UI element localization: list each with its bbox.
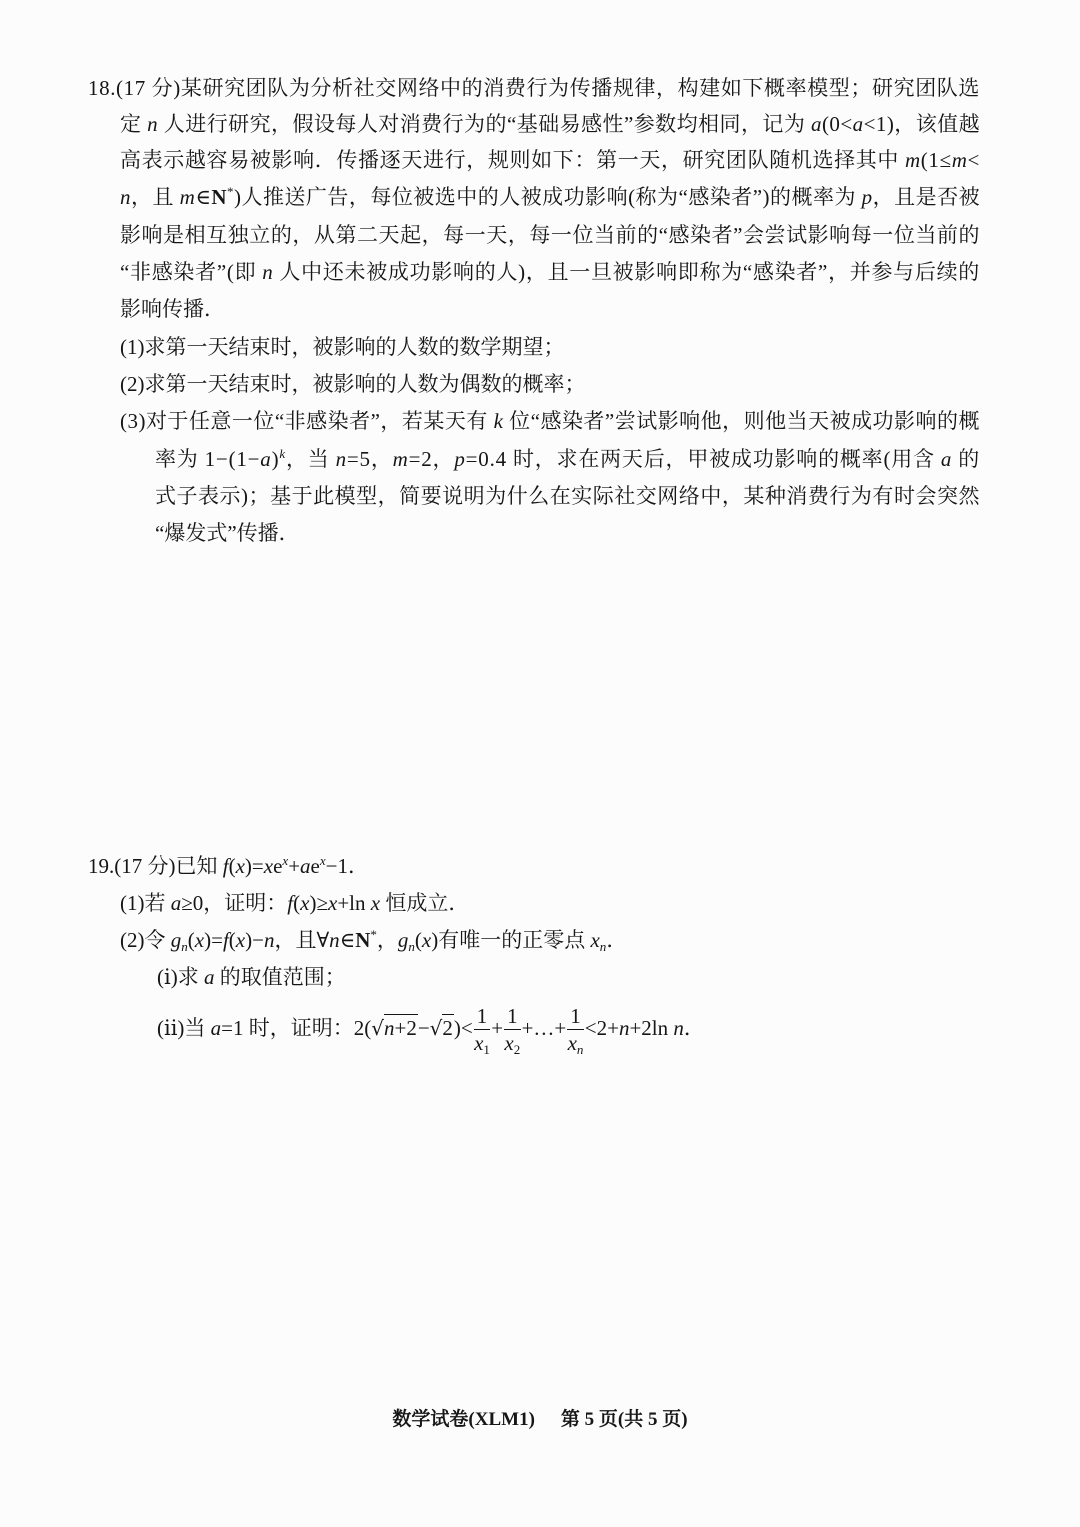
fraction <box>504 1004 521 1058</box>
text-run: 1 <box>507 1004 518 1029</box>
footer-page-number: 第 5 页(共 5 页) <box>560 1409 688 1430</box>
fraction-denominator <box>504 1030 521 1058</box>
text-run: 影响是相互独立的，从第二天起，每一天，每一位当前的“感染者”会尝试影响每一位当前的 <box>120 223 980 247</box>
math-variable: n <box>383 1016 395 1040</box>
radical <box>371 1014 418 1040</box>
math-variable: x <box>504 1031 514 1056</box>
math-variable: m <box>904 148 921 172</box>
fraction-numerator <box>567 1006 584 1030</box>
text-run: +ln <box>337 891 371 915</box>
math-variable: g <box>170 928 182 952</box>
text-run: ，且∀ <box>274 928 330 952</box>
text-run: ≥0，证明： <box>181 891 288 915</box>
text-run: (1)求第一天结束时，被影响的人数的数学期望； <box>120 335 565 359</box>
text-run: 位“感染者”尝试影响他，则他当天被成功影响的概 <box>503 409 980 433</box>
text-run: −1． <box>325 854 369 878</box>
number-set-symbol: N <box>355 928 371 952</box>
q19-part-1 <box>120 888 980 918</box>
math-variable: a <box>300 854 311 878</box>
superscript: * <box>370 927 377 943</box>
text-run: =2， <box>408 447 455 471</box>
text-run: + <box>288 854 301 878</box>
q18-stem-line <box>120 109 980 139</box>
math-variable: x <box>194 928 205 952</box>
radical-sign: √ <box>429 1016 443 1040</box>
math-variable: n <box>263 928 275 952</box>
q19-part-2 <box>120 925 980 955</box>
q19-part-2-ii <box>157 1004 980 1058</box>
text-run: ，当 <box>285 447 336 471</box>
math-variable: x <box>300 891 310 915</box>
radical <box>430 1014 454 1040</box>
text-run: 人进行研究，假设每人对消费行为的“基础易感性”参数均相同，记为 <box>158 112 811 136</box>
subscript: n <box>599 938 607 954</box>
text-run: ( <box>293 891 301 915</box>
math-variable: f <box>222 928 229 952</box>
number-set-symbol: N <box>211 185 228 209</box>
footer-subject: 数学试卷(XLM1) <box>392 1409 535 1430</box>
q18-part-3-continued <box>155 444 980 474</box>
math-variable: n <box>618 1016 630 1040</box>
q18-part-2 <box>120 369 980 399</box>
q18-stem-line <box>120 294 980 324</box>
text-run: (0< <box>821 112 853 136</box>
text-run: ( <box>228 854 236 878</box>
q19-stem-line <box>88 851 980 881</box>
text-run: ． <box>606 928 628 952</box>
math-variable: x <box>370 891 381 915</box>
math-variable: g <box>397 928 409 952</box>
math-variable: n <box>262 260 274 284</box>
math-variable: m <box>951 148 968 172</box>
math-variable: n <box>147 112 159 136</box>
text-run: 的 <box>952 447 981 471</box>
radical-sign: √ <box>371 1016 384 1040</box>
math-variable: x <box>327 891 338 915</box>
text-run: 率为 1−(1− <box>155 447 261 471</box>
text-run: e <box>310 854 320 878</box>
math-variable: n <box>335 447 347 471</box>
text-run: )− <box>245 928 264 952</box>
text-run: <2+ <box>584 1016 619 1040</box>
text-run: e <box>273 854 283 878</box>
text-run: 式子表示)；基于此模型，简要说明为什么在实际社交网络中，某种消费行为有时会突然 <box>155 484 980 508</box>
text-run: +2 <box>394 1016 417 1040</box>
math-variable: m <box>392 447 409 471</box>
q18-part-3 <box>120 406 980 436</box>
subscript: 2 <box>513 1042 521 1058</box>
text-run: < <box>967 148 980 172</box>
text-run: “非感染者”(即 <box>120 260 263 284</box>
math-variable: m <box>179 185 196 209</box>
subscript: n <box>408 938 415 954</box>
text-run: +…+ <box>521 1016 567 1040</box>
q18-stem-line <box>120 145 980 175</box>
fraction <box>474 1004 491 1058</box>
text-run: 1 <box>476 1004 488 1029</box>
subscript: n <box>181 938 188 954</box>
superscript: x <box>319 853 326 869</box>
math-variable: k <box>493 409 504 433</box>
math-variable: f <box>287 891 294 915</box>
text-run: )≥ <box>309 891 328 915</box>
text-run: 定 <box>120 112 148 136</box>
math-variable: a <box>852 112 864 136</box>
text-run: 的取值范围； <box>214 965 346 989</box>
math-variable: n <box>120 185 131 209</box>
text-run: )< <box>453 1016 473 1040</box>
text-run: =0.4 时，求在两天后，甲被成功影响的概率(用含 <box>465 447 941 471</box>
subscript: 1 <box>483 1042 490 1058</box>
text-run: 1 <box>570 1004 581 1029</box>
q19-part-2-i <box>157 962 980 992</box>
math-variable: a <box>210 1016 222 1040</box>
text-run: ， <box>376 928 398 952</box>
text-run: )= <box>204 928 223 952</box>
text-run: 影响传播． <box>120 297 225 321</box>
fraction-denominator <box>474 1030 491 1058</box>
math-variable: p <box>454 447 466 471</box>
fraction-numerator <box>504 1006 521 1030</box>
fraction <box>567 1004 584 1058</box>
fraction-numerator <box>474 1006 491 1030</box>
q18-stem-line <box>120 220 980 250</box>
text-run: )人推送广告，每位被选中的人被成功影响(称为“感染者”)的概率为 <box>234 185 862 209</box>
math-variable: n <box>329 928 340 952</box>
q18-stem-line <box>88 73 980 103</box>
text-run: (1)若 <box>120 891 171 915</box>
text-run: (ⅱ)当 <box>157 1016 211 1040</box>
superscript: k <box>279 446 286 462</box>
text-run: ，且 <box>130 185 180 209</box>
q18-stem-line <box>120 257 980 287</box>
text-run: )= <box>244 854 264 878</box>
text-run: 人中还未被成功影响的人)，且一旦被影响即称为“感染者”，并参与后续的 <box>273 260 981 284</box>
text-run: (3)对于任意一位“非感染者”，若某天有 <box>120 409 494 433</box>
text-run: ． <box>683 1016 705 1040</box>
text-run: 18.(17 分)某研究团队为分析社交网络中的消费行为传播规律，构建如下概率模型；研究团队选 <box>88 76 980 100</box>
text-run: − <box>417 1016 430 1040</box>
text-run: (2)求第一天结束时，被影响的人数为偶数的概率； <box>120 372 586 396</box>
math-variable: a <box>170 891 182 915</box>
text-run: ( <box>228 928 236 952</box>
math-variable: a <box>810 112 822 136</box>
text-run: 恒成立． <box>380 891 470 915</box>
math-variable: x <box>421 928 432 952</box>
superscript: x <box>282 853 289 869</box>
text-run: (ⅰ)求 <box>157 965 204 989</box>
text-run: +2ln <box>629 1016 674 1040</box>
superscript: * <box>227 184 235 200</box>
math-variable: f <box>222 854 229 878</box>
text-run: =1 时，证明：2( <box>221 1016 372 1040</box>
math-variable: x <box>474 1031 484 1056</box>
q18-part-3-continued <box>155 481 980 511</box>
text-run: 高表示越容易被影响．传播逐天进行，规则如下：第一天，研究团队随机选择其中 <box>120 148 905 172</box>
math-variable: p <box>861 185 873 209</box>
math-variable: x <box>235 928 246 952</box>
text-run: ( <box>187 928 195 952</box>
text-run: + <box>491 1016 504 1040</box>
text-run: ∈ <box>195 185 212 209</box>
page-footer <box>0 1406 1080 1434</box>
q18-stem-line <box>120 182 980 212</box>
text-run: ) <box>271 447 280 471</box>
math-variable: a <box>203 965 215 989</box>
text-run: 19.(17 分)已知 <box>88 854 223 878</box>
text-run: (2)令 <box>120 928 171 952</box>
math-variable: x <box>567 1031 577 1056</box>
text-run: <1)，该值越 <box>863 112 981 136</box>
math-variable: a <box>260 447 272 471</box>
q18-part-1 <box>120 332 980 362</box>
text-run: (1≤ <box>920 148 952 172</box>
subscript: n <box>576 1042 584 1058</box>
math-variable: x <box>235 854 245 878</box>
text-run: ( <box>414 928 422 952</box>
text-run: =5， <box>346 447 393 471</box>
text-run: “爆发式”传播． <box>155 521 300 545</box>
text-run: )有唯一的正零点 <box>431 928 591 952</box>
math-variable: a <box>940 447 953 471</box>
text-run: 2 <box>442 1016 453 1040</box>
radicand <box>442 1014 454 1040</box>
math-variable: x <box>263 854 274 878</box>
radicand <box>384 1014 418 1040</box>
q18-part-3-continued <box>155 518 980 548</box>
math-variable: n <box>673 1016 684 1040</box>
text-run: ，且是否被 <box>872 185 981 209</box>
fraction-denominator <box>567 1030 584 1058</box>
text-run: ∈ <box>339 928 356 952</box>
math-variable: x <box>590 928 600 952</box>
